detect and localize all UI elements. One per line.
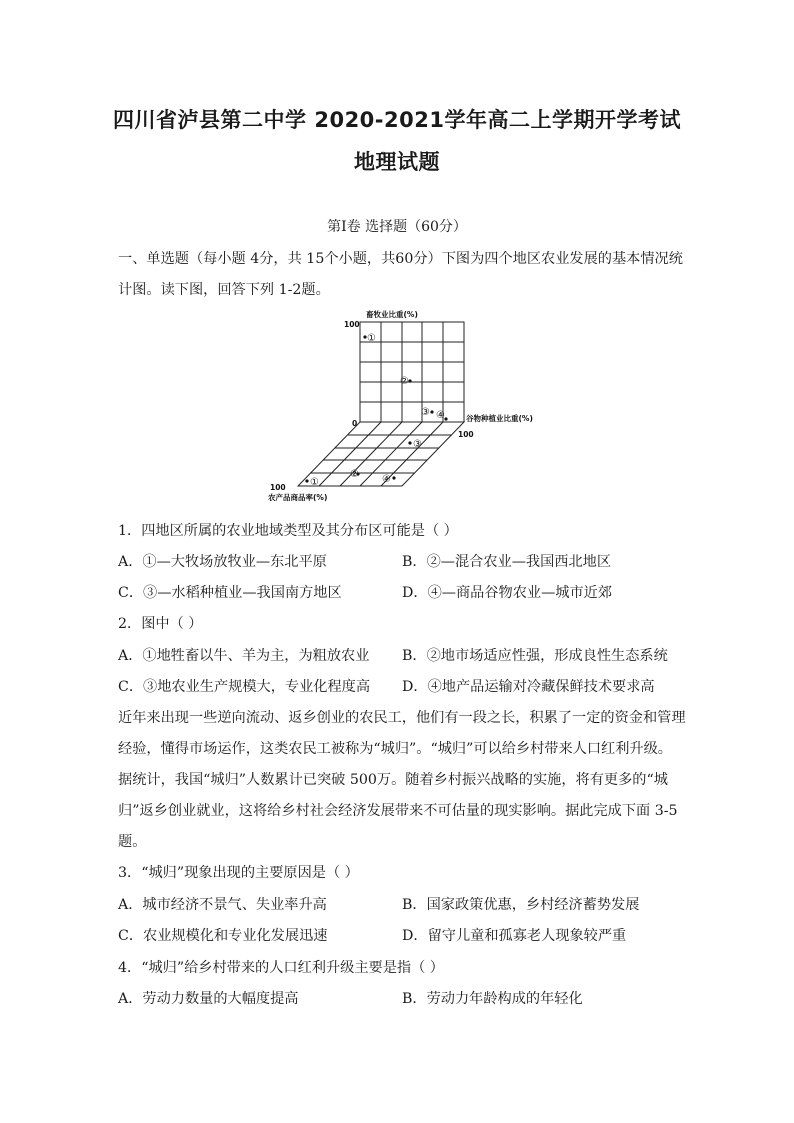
- lower-point-1: [305, 479, 308, 482]
- document-title: 四川省泸县第二中学 2020-2021学年高二上学期开学考试: [113, 108, 681, 132]
- agriculture-statistics-diagram: [262, 306, 552, 506]
- lower-point-3: [408, 441, 411, 444]
- question-4-option-a: A．劳动力数量的大幅度提高: [118, 991, 299, 1007]
- x-axis-label: 谷物种植业比重(%): [466, 414, 533, 423]
- question-3-option-d: D．留守儿童和孤寡老人现象较严重: [402, 928, 627, 944]
- question-4-stem: 4．“城归”给乡村带来的人口红利升级主要是指（ ）: [118, 960, 444, 976]
- passage-line-1: 近年来出现一些逆向流动、返乡创业的农民工，他们有一段之长，积累了一定的资金和管理: [118, 710, 686, 726]
- question-1-stem: 1．四地区所属的农业地域类型及其分布区可能是（ ）: [118, 523, 458, 539]
- y-max-label: 100: [344, 320, 360, 329]
- question-1-option-c: C．③—水稻种植业—我国南方地区: [118, 585, 342, 601]
- question-3-stem: 3．“城归”现象出现的主要原因是（ ）: [118, 865, 359, 881]
- question-2-option-a: A．①地牲畜以牛、羊为主，为粗放农业: [118, 648, 370, 664]
- upper-point-3-label: ③: [421, 407, 430, 418]
- lower-point-4-label: ④: [382, 474, 391, 485]
- x-max-label: 100: [458, 430, 474, 439]
- question-1-option-d: D．④—商品谷物农业—城市近郊: [402, 585, 613, 601]
- passage-line-3: 据统计，我国“城归”人数累计已突破 500万。随着乡村振兴战略的实施，将有更多的“城: [118, 772, 668, 788]
- passage-line-2: 经验，懂得市场运作，这类农民工被称为“城归”。“城归”可以给乡村带来人口红利升级。: [118, 741, 672, 757]
- lower-grid: [298, 422, 464, 486]
- upper-point-2-label: ②: [400, 376, 409, 387]
- question-2-option-b: B．②地市场适应性强，形成良性生态系统: [402, 648, 668, 664]
- lower-point-2-label: ②: [350, 469, 359, 480]
- document-subtitle: 地理试题: [354, 150, 440, 174]
- question-3-option-b: B．国家政策优惠，乡村经济蓄势发展: [402, 897, 640, 913]
- question-2-option-c: C．③地农业生产规模大，专业化程度高: [118, 679, 371, 695]
- upper-point-4-label: ④: [436, 410, 445, 421]
- question-4-option-b: B．劳动力年龄构成的年轻化: [402, 991, 583, 1007]
- lower-point-3-label: ③: [413, 439, 422, 450]
- lower-point-1-label: ①: [310, 477, 319, 488]
- section-heading: 第Ⅰ卷 选择题（60分）: [327, 219, 467, 235]
- lower-point-4: [392, 476, 395, 479]
- question-3-option-c: C．农业规模化和专业化发展迅速: [118, 928, 328, 944]
- question-2-stem: 2．图中（ ）: [118, 616, 203, 632]
- intro-line-2: 计图。读下图，回答下列 1-2题。: [118, 282, 330, 298]
- z-max-label: 100: [270, 483, 286, 492]
- y-axis-label: 畜牧业比重(%): [366, 310, 418, 319]
- question-1-option-b: B．②—混合农业—我国西北地区: [402, 554, 612, 570]
- upper-point-1-label: ①: [367, 333, 376, 344]
- upper-point-3: [430, 410, 433, 413]
- passage-line-4: 归”返乡创业就业，这将给乡村社会经济发展带来不可估量的现实影响。据此完成下面 3-5: [118, 803, 678, 819]
- origin-label: 0: [352, 419, 358, 428]
- question-3-option-a: A．城市经济不景气、失业率升高: [118, 897, 327, 913]
- intro-line-1: 一、单选题（每小题 4分，共 15个小题，共60分）下图为四个地区农业发展的基本情况统: [118, 251, 683, 267]
- upper-points: [363, 333, 447, 421]
- lower-points: [305, 439, 422, 488]
- question-1-option-a: A．①—大牧场放牧业—东北平原: [118, 554, 327, 570]
- question-2-option-d: D．④地产品运输对冷藏保鲜技术要求高: [402, 679, 655, 695]
- passage-line-5: 题。: [118, 834, 147, 850]
- z-axis-label: 农产品商品率(%): [268, 493, 328, 502]
